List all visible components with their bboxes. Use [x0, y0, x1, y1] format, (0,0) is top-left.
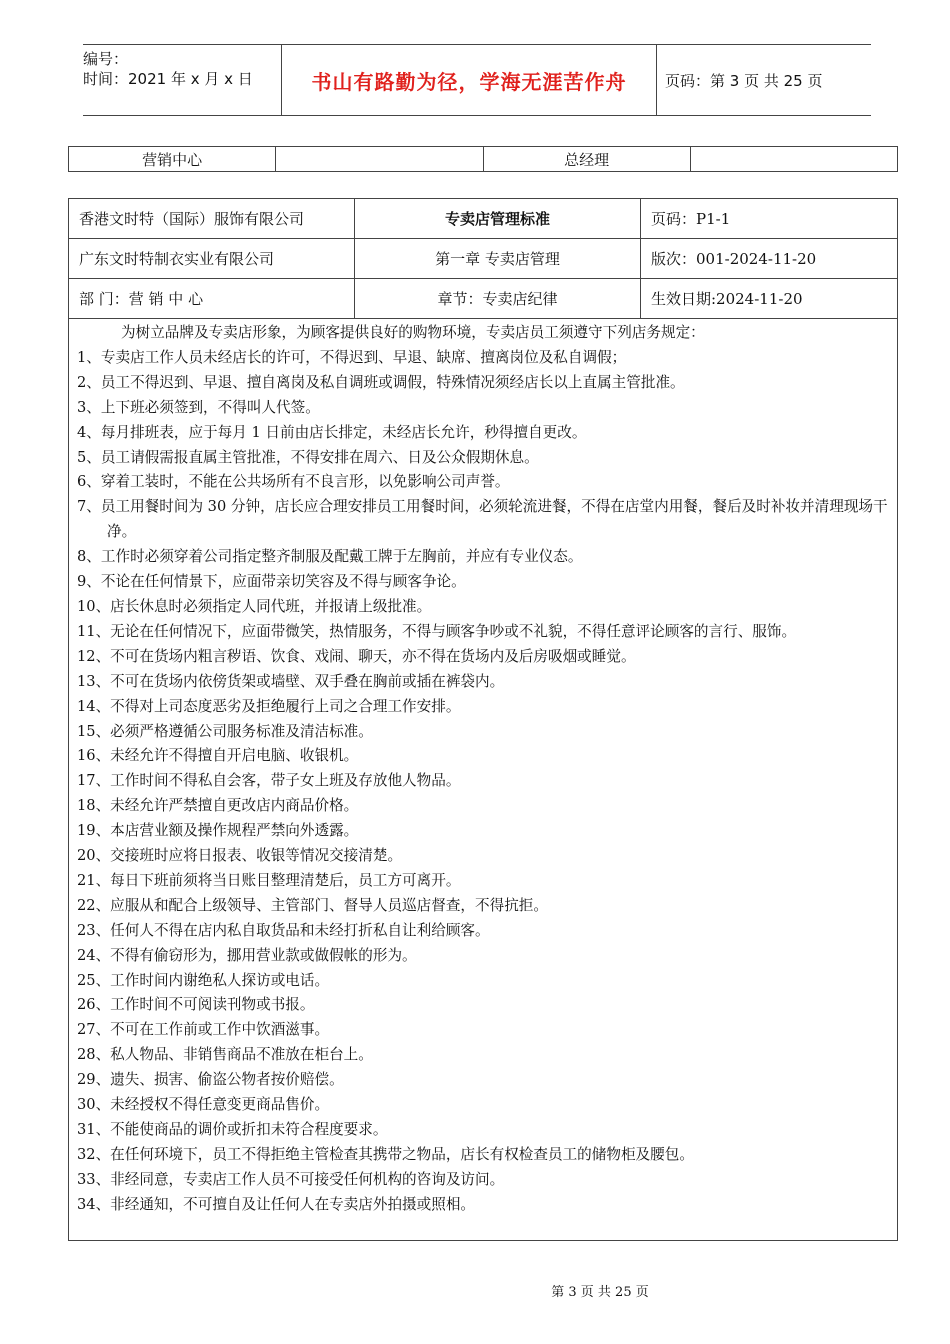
rule-item: 9、不论在任何情景下，应面带亲切笑容及不得与顾客争论。 [77, 573, 466, 591]
rule-item: 11、无论在任何情况下，应面带微笑，热情服务，不得与顾客争吵或不礼貌，不得任意评论顾客的言行、服饰。 [77, 622, 797, 640]
rule-item: 28、私人物品、非销售商品不准放在柜台上。 [77, 1046, 373, 1064]
chapter: 第一章 专卖店管理 [355, 239, 641, 278]
rule-item: 22、应服从和配合上级领导、主管部门、督导人员巡店督查，不得抗拒。 [77, 896, 548, 914]
section: 章节：专卖店纪律 [355, 279, 641, 318]
page-header [83, 44, 871, 116]
info-row [69, 239, 897, 279]
rule-item: 34、非经通知，不可擅自及让任何人在专卖店外拍摄或照相。 [77, 1195, 476, 1213]
rule-item: 25、工作时间内谢绝私人探访或电话。 [77, 971, 330, 989]
rule-item: 6、穿着工装时，不能在公共场所有不良言形，以免影响公司声誉。 [77, 473, 510, 491]
rule-item: 10、店长休息时必须指定人同代班，并报请上级批准。 [77, 597, 432, 615]
standard-document-table [68, 198, 898, 1241]
rule-item: 4、每月排班表，应于每月 1 日前由店长排定，未经店长允许，秒得擅自更改。 [77, 423, 587, 441]
rule-item: 3、上下班必须签到，不得叫人代签。 [77, 398, 320, 416]
document-title: 专卖店管理标准 [355, 199, 641, 238]
rule-item: 15、必须严格遵循公司服务标准及清洁标准。 [77, 722, 373, 740]
company-name-hk: 香港文时特（国际）服饰有限公司 [69, 199, 355, 238]
document-date: 时间：2021 年 x 月 x 日 [83, 70, 253, 88]
header-motto: 书山有路勤为径，学海无涯苦作舟 [281, 45, 657, 115]
rule-item: 26、工作时间不可阅读刊物或书报。 [77, 996, 315, 1014]
rule-item: 32、在任何环境下，员工不得拒绝主管检查其携带之物品，店长有权检查员工的储物柜及腰包。 [77, 1145, 694, 1163]
rule-item: 7、员工用餐时间为 30 分钟，店长应合理安排员工用餐时间，必须轮流进餐，不得在店堂内用餐，餐后及时补妆并清理现场干净。 [77, 498, 888, 541]
signature-row [68, 146, 898, 172]
rule-item: 33、非经同意，专卖店工作人员不可接受任何机构的咨询及访问。 [77, 1170, 505, 1188]
info-row [69, 279, 897, 319]
company-name-gd: 广东文时特制衣实业有限公司 [69, 239, 355, 278]
intro-paragraph: 为树立品牌及专卖店形象，为顾客提供良好的购物环境，专卖店员工须遵守下列店务规定： [121, 324, 705, 341]
header-page-info: 页码：第 3 页 共 25 页 [665, 71, 823, 90]
signature-cell: 总经理 [484, 147, 691, 171]
rule-item: 18、未经允许严禁擅自更改店内商品价格。 [77, 797, 359, 815]
rule-item: 27、不可在工作前或工作中饮酒滋事。 [77, 1021, 330, 1039]
rule-item: 21、每日下班前须将当日账目整理清楚后，员工方可离开。 [77, 871, 461, 889]
rule-item: 16、未经允许不得擅自开启电脑、收银机。 [77, 747, 359, 765]
rule-item: 20、交接班时应将日报表、收银等情况交接清楚。 [77, 847, 403, 865]
rule-item: 30、未经授权不得任意变更商品售价。 [77, 1096, 330, 1114]
department: 部 门：营 销 中 心 [69, 279, 355, 318]
rule-item: 23、任何人不得在店内私自取货品和未经打折私自让利给顾客。 [77, 921, 490, 939]
rule-item: 13、不可在货场内依傍货架或墙壁、双手叠在胸前或插在裤袋内。 [77, 672, 505, 690]
rules-list [77, 346, 891, 1218]
rule-item: 2、员工不得迟到、早退、擅自离岗及私自调班或调假，特殊情况须经店长以上直属主管批准。 [77, 373, 685, 391]
info-row [69, 199, 897, 239]
rules-content [69, 319, 897, 1218]
signature-cell: 营销中心 [69, 147, 276, 171]
rule-item: 12、不可在货场内粗言秽语、饮食、戏闹、聊天，亦不得在货场内及后房吸烟或睡觉。 [77, 647, 636, 665]
effective-date: 生效日期:2024-11-20 [651, 290, 803, 308]
header-meta [83, 45, 281, 115]
rule-item: 1、专卖店工作人员未经店长的许可，不得迟到、早退、缺席、擅离岗位及私自调假； [77, 348, 627, 366]
page-code: 页码：P1-1 [651, 210, 731, 228]
rule-item: 14、不得对上司态度恶劣及拒绝履行上司之合理工作安排。 [77, 697, 461, 715]
document-number: 编号： [83, 50, 129, 68]
rule-item: 31、不能使商品的调价或折扣未符合程度要求。 [77, 1121, 388, 1138]
rule-item: 24、不得有偷窃形为，挪用营业款或做假帐的形为。 [77, 946, 417, 964]
rule-item: 8、工作时必须穿着公司指定整齐制服及配戴工牌于左胸前，并应有专业仪态。 [77, 548, 583, 566]
rule-item: 19、本店营业额及操作规程严禁向外透露。 [77, 822, 359, 840]
signature-cell [276, 147, 483, 171]
rule-item: 5、员工请假需报直属主管批准，不得安排在周六、日及公众假期休息。 [77, 448, 539, 466]
rule-item: 29、遗失、损害、偷盗公物者按价赔偿。 [77, 1071, 344, 1089]
signature-cell [691, 147, 897, 171]
rule-item: 17、工作时间不得私自会客，带子女上班及存放他人物品。 [77, 772, 461, 790]
version: 版次：001-2024-11-20 [651, 250, 817, 268]
page-footer: 第 3 页 共 25 页 [551, 1285, 649, 1300]
